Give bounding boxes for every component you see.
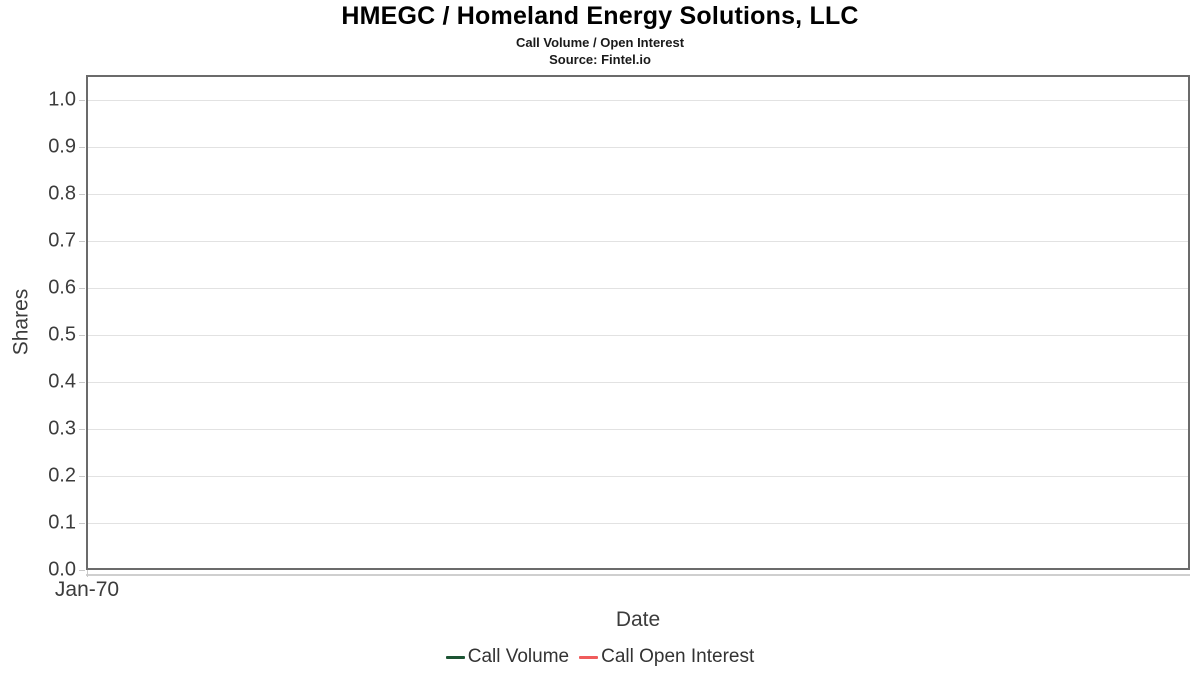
y-tick-label: 0.0 [48, 558, 76, 581]
gridline [88, 288, 1188, 289]
y-tick-label: 0.6 [48, 276, 76, 299]
chart-title: HMEGC / Homeland Energy Solutions, LLC [341, 2, 859, 30]
legend-label: Call Volume [467, 646, 570, 667]
y-tick-mark [79, 100, 85, 101]
y-tick-label: 0.2 [48, 464, 76, 487]
series-dash-icon [446, 656, 465, 659]
series-dash-icon [579, 656, 598, 659]
y-tick-mark [79, 335, 85, 336]
gridline [88, 476, 1188, 477]
gridline [88, 241, 1188, 242]
legend-item-call-volume[interactable] [446, 646, 569, 668]
gridline [88, 382, 1188, 383]
y-tick-label: 0.9 [48, 135, 76, 158]
y-tick-mark [79, 570, 85, 571]
x-axis-line [86, 574, 1190, 576]
x-tick-label: Jan-70 [54, 578, 120, 601]
y-tick-label: 0.8 [48, 182, 76, 205]
legend-label: Call Open Interest [601, 646, 755, 667]
y-axis-title: Shares [9, 288, 33, 356]
y-tick-label: 0.3 [48, 417, 76, 440]
x-tick-mark [87, 570, 88, 577]
plot-area [86, 75, 1190, 570]
y-tick-label: 0.1 [48, 511, 76, 534]
y-tick-mark [79, 194, 85, 195]
gridline [88, 147, 1188, 148]
y-tick-mark [79, 429, 85, 430]
chart-source: Source: Fintel.io [549, 52, 651, 67]
legend-item-call-open-interest[interactable] [579, 646, 754, 668]
y-tick-label: 0.7 [48, 229, 76, 252]
y-tick-label: 0.4 [48, 370, 76, 393]
y-tick-label: 1.0 [48, 88, 76, 111]
gridline [88, 429, 1188, 430]
y-tick-mark [79, 147, 85, 148]
gridline [88, 335, 1188, 336]
y-tick-mark [79, 523, 85, 524]
gridline [88, 523, 1188, 524]
y-tick-mark [79, 382, 85, 383]
gridline [88, 194, 1188, 195]
y-tick-label: 0.5 [48, 323, 76, 346]
legend [0, 646, 1200, 668]
y-tick-mark [79, 476, 85, 477]
y-tick-mark [79, 288, 85, 289]
x-axis-title: Date [615, 608, 661, 631]
chart-subtitle: Call Volume / Open Interest [515, 35, 685, 50]
y-tick-mark [79, 241, 85, 242]
gridline [88, 100, 1188, 101]
